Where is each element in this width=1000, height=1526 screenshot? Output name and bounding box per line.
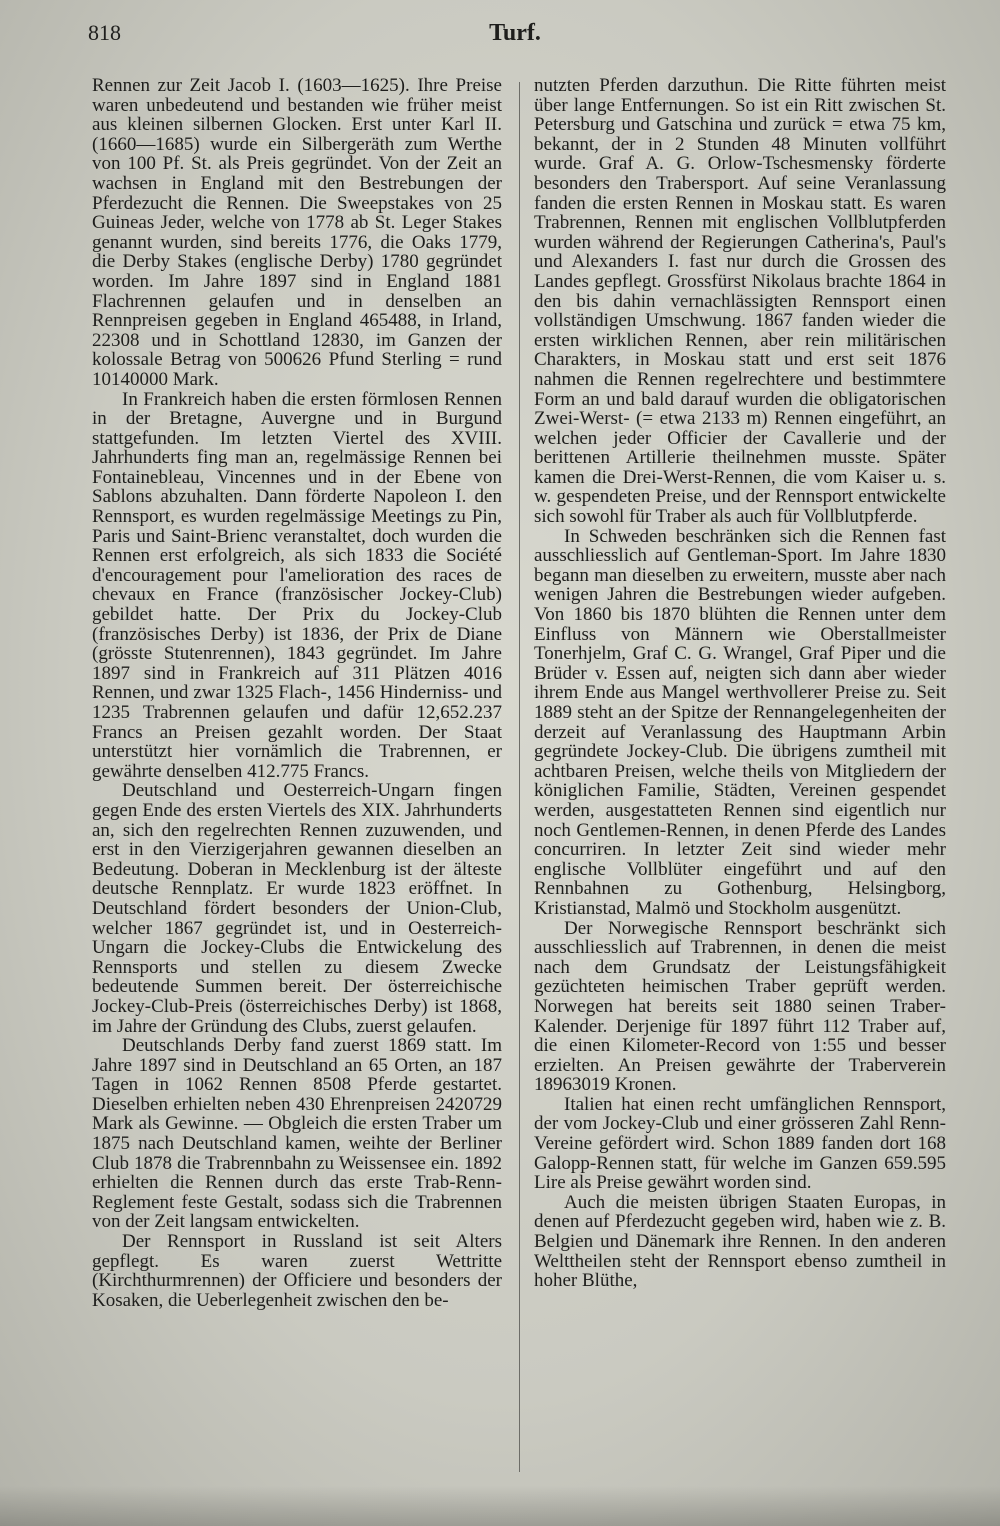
paragraph: nutzten Pferden darzuthun. Die Ritte führten meist über lange Entfernungen. So ist ein Ritt zwischen St. Petersburg und Gatschina und zurück = etwa 75 km, bekannt, der in 2 Stunden 48 Minuten vollführt wurde. Graf A. G. Orlow-Tschesmensky förderte besonders den Trabersport. Auf seine Veranlassung fanden die ersten Rennen in Moskau statt. Es waren Trabrennen, Rennen mit englischen Vollblutpferden wurden während der Regierungen Catherina's, Paul's und Alexanders I. fast nur durch die Grossen des Landes gepflegt. Grossfürst Nikolaus brachte 1864 in den bis dahin vernachlässigten Rennsport einen vollständigen Umschwung. 1867 fanden wieder die ersten wirklichen Rennen, aber rein militärischen Charakters, in Moskau statt und erst seit 1876 nahmen die Rennen regelrechtere und bestimmtere Form an und bald darauf wurden die obligatorischen Zwei-Werst- (= etwa 2133 m) Rennen eingeführt, an welchen jeder Officier der Cavallerie und der berittenen Artillerie theilnehmen musste. Später kamen die Drei-Werst-Rennen, die vom Kaiser u. s. w. gespendeten Preise, und der Rennsport entwickelte sich sowohl für Traber als auch für Vollblutpferde. [534,76,946,528]
paragraph: Deutschland und Oesterreich-Ungarn fingen gegen Ende des ersten Viertels des XIX. Jahrhunderts an, sich den regelrechten Rennen zuzuwenden, und erst in den Vierzigerjahren gewannen dieselben an Bedeutung. Doberan in Mecklenburg ist der älteste deutsche Rennplatz. Er wurde 1823 eröffnet. In Deutschland fördert besonders der Union-Club, welcher 1867 gegründet ist, und in Oesterreich-Ungarn die Jockey-Clubs die Entwickelung des Rennsports und stellen zu diesem Zwecke bedeutende Summen bereit. Der österreichische Jockey-Club-Preis (österreichisches Derby) ist 1868, im Jahre der Gründung des Clubs, zuerst gelaufen. [92,780,502,1037]
paragraph: In Schweden beschränken sich die Rennen fast ausschliesslich auf Gentleman-Sport. Im Jahre 1830 begann man dieselben zu erweitern, musste aber nach wenigen Jahren die Bestrebungen wieder aufgeben. Von 1860 bis 1870 blühten die Rennen unter dem Einfluss von Männern wie Oberstallmeister Tonerhjelm, Graf C. G. Wrangel, Graf Piper und die Brüder v. Essen auf, neigten sich dann aber wieder ihrem Ende aus Mangel werthvollerer Preise zu. Seit 1889 steht an der Spitze der Rennangelegenheiten der derzeit auf Veranlassung des Hauptmann Arbin gegründete Jockey-Club. Die übrigens zumtheil mit achtbaren Preisen, welche theils von Mitgliedern der königlichen Familie, Städten, Vereinen gespendet werden, ausgestatteten Rennen sind eigentlich nur noch Gentlemen-Rennen, in denen Pferde des Landes concurriren. In letzter Zeit sind wieder mehr englische Vollblüter eingeführt und auf den Rennbahnen zu Gothenburg, Helsingborg, Kristianstad, Malmö und Stockholm ausgenützt. [534,525,946,919]
column-divider [519,82,520,1472]
paragraph: In Frankreich haben die ersten förmlosen Rennen in der Bretagne, Auvergne und in Burgund stattgefunden. Im letzten Viertel des XVIII. Jahrhunderts fing man an, regelmässige Rennen bei Fontainebleau, Vincennes und in der Ebene von Sablons abzuhalten. Dann förderte Napoleon I. den Rennsport, es wurden regelmässige Meetings zu Pin, Paris und Saint-Brienc veranstaltet, doch wurden die Rennen erst erfolgreich, als sich 1833 die Société d'encouragement pour l'amelioration des races de chevaux en France (französischer Jockey-Club) gebildet hatte. Der Prix du Jockey-Club (französisches Derby) ist 1836, der Prix de Diane (grösste Stutenrennen), 1843 gegründet. Im Jahre 1897 sind in Frankreich auf 311 Plätzen 4016 Rennen, und zwar 1325 Flach-, 1456 Hinderniss- und 1235 Trabrennen gelaufen und dafür 12,652.237 Francs an Preisen gezahlt worden. Der Staat unterstützt hier vornämlich die Trabrennen, er gewährte denselben 412.775 Francs. [92,388,502,782]
left-column [92,76,502,1496]
page-edge-shadow [0,1486,1000,1526]
page-number: 818 [88,20,121,45]
paragraph: Der Rennsport in Russland ist seit Alters gepflegt. Es waren zuerst Wettritte (Kirchthurmrennen) der Officiere und besonders der Kosaken, die Ueberlegenheit zwischen den be- [92,1231,502,1311]
running-title: Turf. [489,20,541,46]
paragraph: Italien hat einen recht umfänglichen Rennsport, der vom Jockey-Club und einer grösseren Zahl Renn-Vereine gefördert wird. Schon 1889 fanden dort 168 Galopp-Rennen statt, für welche im Ganzen 659.595 Lire als Preise gewährt worden sind. [534,1093,946,1194]
paragraph: Rennen zur Zeit Jacob I. (1603—1625). Ihre Preise waren unbedeutend und bestanden wie früher meist aus kleinen silbernen Glocken. Erst unter Karl II. (1660—1685) wurde ein Silbergeräth zum Werthe von 100 Pf. St. als Preis gegründet. Von der Zeit an wachsen in England mit den Bestrebungen der Pferdezucht die Rennen. Die Sweepstakes von 25 Guineas Jeder, welche von 1778 ab St. Leger Stakes genannt wurden, sind bereits 1776, die Oaks 1779, die Derby Stakes (englische Derby) 1780 gegründet worden. Im Jahre 1897 sind in England 1881 Flachrennen gelaufen und in denselben an Rennpreisen gegeben in England 465488, in Irland, 22308 und in Schottland 12830, im Ganzen der kolossale Betrag von 500626 Pfund Sterling = rund 10140000 Mark. [92,76,502,390]
paragraph: Der Norwegische Rennsport beschränkt sich ausschliesslich auf Trabrennen, in denen die meist nach dem Grundsatz der Leistungsfähigkeit gezüchteten heimischen Traber geprüft werden. Norwegen hat bereits seit 1880 seinen Traber-Kalender. Derjenige für 1897 führt 112 Traber auf, die einen Kilometer-Record von 1:55 und besser erzielten. An Preisen gewährte der Traberverein 18963019 Kronen. [534,917,946,1096]
paragraph: Deutschlands Derby fand zuerst 1869 statt. Im Jahre 1897 sind in Deutschland an 65 Orten, an 187 Tagen in 1062 Rennen 8508 Pferde gestartet. Dieselben erhielten neben 430 Ehrenpreisen 2420729 Mark als Gewinne. — Obgleich die ersten Traber um 1875 nach Deutschland kamen, weihte der Berliner Club 1878 die Trabrennbahn zu Weissensee ein. 1892 erhielten die Rennen durch das erste Trab-Renn-Reglement feste Gestalt, sodass sich die Trabrennen von der Zeit langsam entwickelten. [92,1035,502,1233]
right-column [534,76,946,1496]
paragraph: Auch die meisten übrigen Staaten Europas, in denen auf Pferdezucht gegeben wird, haben wie z. B. Belgien und Dänemark ihre Rennen. In den anderen Welttheilen steht der Rennsport ebenso zumtheil in hoher Blüthe, [534,1191,946,1292]
